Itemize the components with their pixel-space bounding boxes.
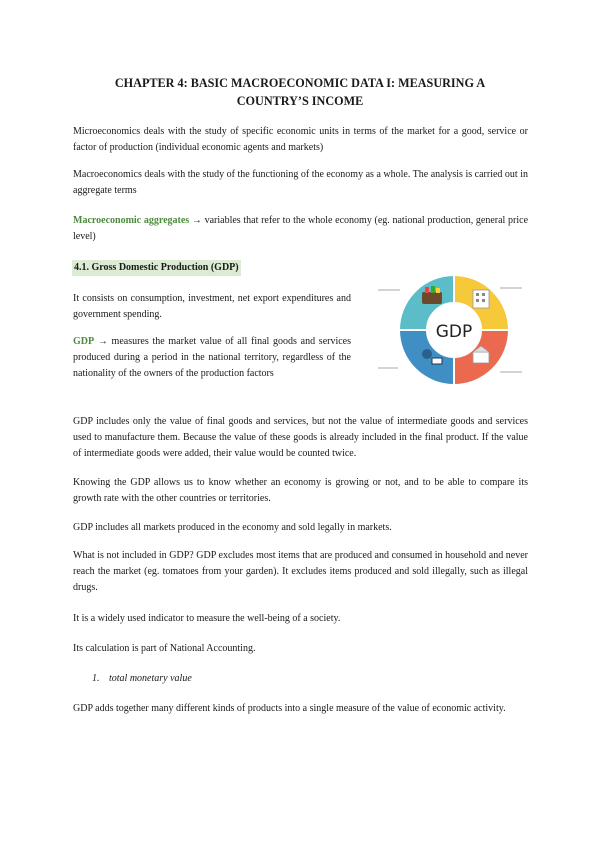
paragraph-final-goods: GDP includes only the value of final goods and services, but not the value of intermediate goods and services used to manufacture them. Because the value of these goods is already included in the final product. If the value of intermediate goods were added, their value would be counted twice. (73, 416, 528, 459)
gdp-donut-chart (372, 268, 532, 396)
chapter-title-line2: COUNTRY’S INCOME (236, 94, 364, 108)
arrow: → (97, 336, 108, 347)
list-item-text: total monetary value (109, 673, 192, 684)
paragraph-consists: It consists on consumption, investment, net export expenditures and government spending. (73, 293, 351, 320)
arrow: → (191, 215, 202, 226)
aggregates-definition: variables that refer to the whole economy (eg. national production, general price level) (73, 215, 529, 242)
shopping-basket-icon (422, 286, 442, 304)
building-icon (473, 290, 489, 308)
paragraph-gdp-adds: GDP adds together many different kinds of products into a single measure of the value of economic activity. (73, 703, 506, 714)
chapter-title-line1: CHAPTER 4: BASIC MACROECONOMIC DATA I: MEASURING A (114, 76, 486, 90)
list-item (92, 671, 192, 687)
paragraph-aggregates (73, 213, 528, 245)
paragraph-macroeconomics: Macroeconomics deals with the study of the functioning of the economy as a whole. The analysis is carried out in aggregate terms (73, 169, 528, 196)
paragraph-growth: Knowing the GDP allows us to know whether an economy is growing or not, and to be able to compare its growth rate with the other countries or territories. (73, 477, 528, 504)
gdp-diagram (372, 268, 532, 396)
gdp-center-label: GDP (435, 322, 473, 342)
term-macroeconomic-aggregates: Macroeconomic aggregates (73, 215, 190, 226)
gdp-definition-text: measures the market value of all final goods and services produced during a period in the national territory, regardless of the nationality of the owners of the production factors (73, 336, 352, 379)
list-item-number: 1. (92, 673, 100, 684)
term-gdp: GDP (73, 336, 95, 347)
paragraph-national-accounting: Its calculation is part of National Accounting. (73, 643, 256, 654)
paragraph-markets: GDP includes all markets produced in the economy and sold legally in markets. (73, 522, 392, 533)
section-heading-gdp: 4.1. Gross Domestic Production (GDP) (72, 260, 241, 276)
paragraph-excluded: What is not included in GDP? GDP excludes most items that are produced and consumed in household and never reach the market (eg. tomatoes from your garden). It excludes items produced and sold illegally, such as illegal drugs. (73, 550, 528, 593)
paragraph-wellbeing: It is a widely used indicator to measure the well-being of a society. (73, 613, 341, 624)
paragraph-microeconomics: Microeconomics deals with the study of specific economic units in terms of the market for a good, service or factor of production (individual economic agents and markets) (73, 126, 528, 153)
paragraph-gdp-definition (73, 334, 351, 382)
chapter-title (60, 74, 540, 110)
